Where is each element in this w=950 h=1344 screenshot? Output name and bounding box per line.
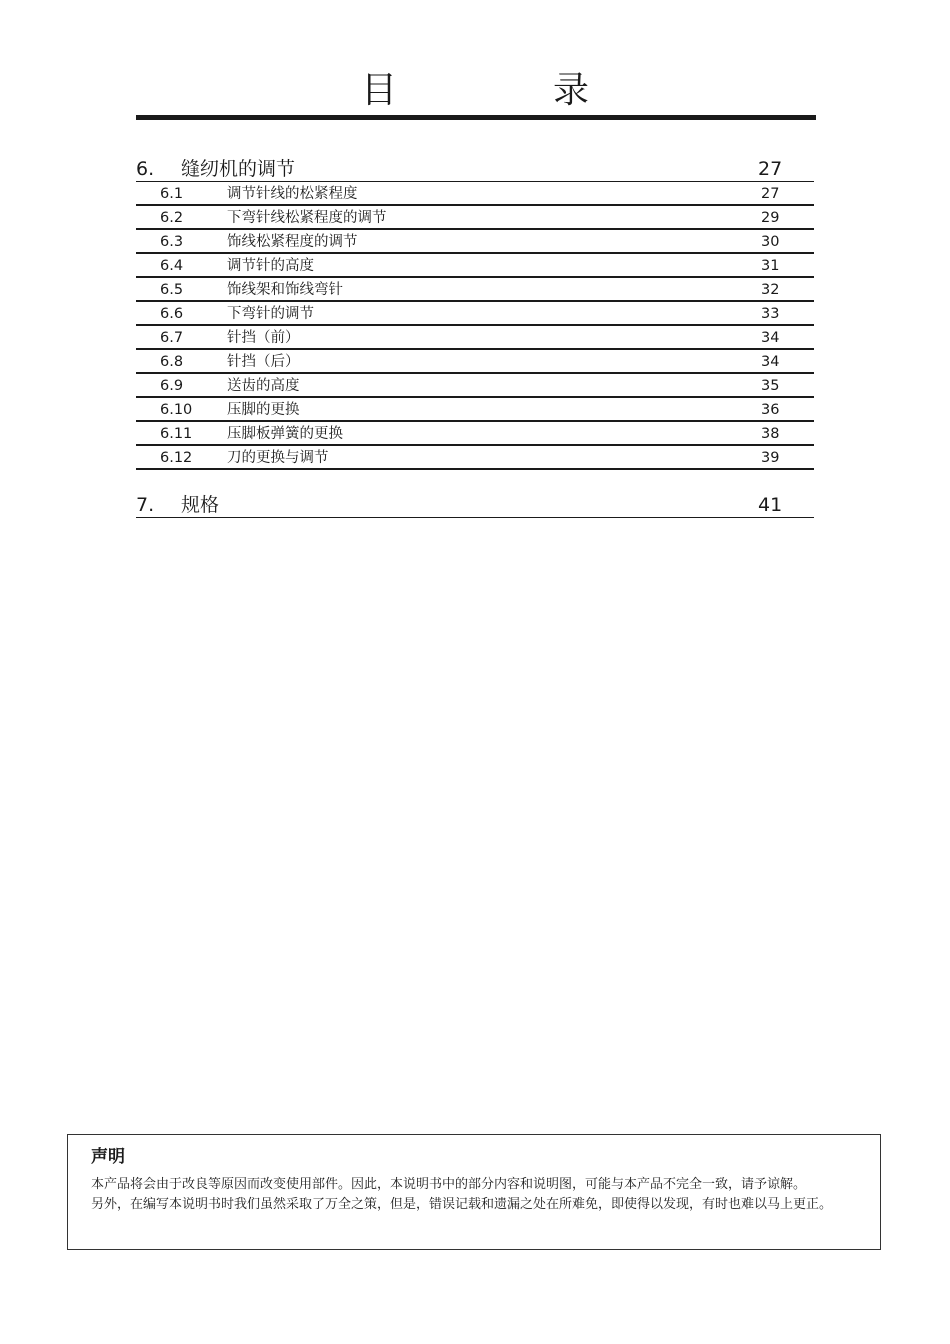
entry-title: 饰线架和饰线弯针 [227,282,343,298]
toc-section-heading[interactable] [136,493,814,518]
disclaimer-paragraph: 另外，在编写本说明书时我们虽然采取了万全之策，但是，错误记载和遗漏之处在所难免，即使得以发现，有时也难以马上更正。 [91,1197,833,1212]
section-page: 41 [758,494,783,516]
entry-title: 饰线松紧程度的调节 [227,234,358,250]
entry-title: 压脚板弹簧的更换 [227,426,343,442]
entry-number: 6.5 [160,282,184,298]
entry-page: 32 [761,282,780,298]
entry-page: 36 [761,402,780,418]
entry-title: 针挡（后） [227,354,300,370]
section-title: 缝纫机的调节 [181,158,296,180]
toc-entry[interactable] [136,398,814,422]
toc-section-heading[interactable] [136,157,814,182]
entry-page: 35 [761,378,780,394]
toc-entry[interactable] [136,230,814,254]
entry-number: 6.10 [160,402,193,418]
section-number: 7. [136,494,155,516]
entry-page: 33 [761,306,780,322]
toc-entry[interactable] [136,206,814,230]
entry-title: 下弯针线松紧程度的调节 [227,210,387,226]
disclaimer-box [67,1134,881,1250]
entry-page: 38 [761,426,780,442]
toc-section-7 [136,493,814,518]
toc-entry[interactable] [136,302,814,326]
entry-number: 6.8 [160,354,184,370]
toc-entry[interactable] [136,326,814,350]
section-page: 27 [758,158,783,180]
disclaimer-title: 声明 [91,1147,125,1167]
entry-title: 针挡（前） [227,330,300,346]
entry-title: 压脚的更换 [227,402,300,418]
toc-entry[interactable] [136,446,814,470]
entry-page: 34 [761,330,780,346]
entry-number: 6.7 [160,330,184,346]
toc-section-6 [136,157,814,470]
disclaimer-text [91,1175,863,1215]
entry-number: 6.12 [160,450,193,466]
entry-page: 31 [761,258,780,274]
toc-entry[interactable] [136,350,814,374]
entry-title: 送齿的高度 [227,378,300,394]
toc-entry[interactable] [136,254,814,278]
entry-title: 调节针的高度 [227,258,314,274]
entry-number: 6.9 [160,378,184,394]
entry-number: 6.3 [160,234,184,250]
toc-entry[interactable] [136,182,814,206]
entry-page: 29 [761,210,780,226]
toc-entry[interactable] [136,278,814,302]
entry-number: 6.6 [160,306,184,322]
title-divider [136,115,816,120]
entry-number: 6.11 [160,426,193,442]
section-title: 规格 [181,494,220,516]
entry-page: 39 [761,450,780,466]
entry-title: 下弯针的调节 [227,306,314,322]
entry-number: 6.1 [160,186,184,202]
entry-page: 30 [761,234,780,250]
page-title: 目 录 [360,70,649,111]
section-number: 6. [136,158,155,180]
toc-entry[interactable] [136,422,814,446]
disclaimer-paragraph: 本产品将会由于改良等原因而改变使用部件。因此，本说明书中的部分内容和说明图，可能与本产品不完全一致，请予谅解。 [91,1177,807,1192]
toc-entry[interactable] [136,374,814,398]
entry-number: 6.2 [160,210,184,226]
entry-number: 6.4 [160,258,184,274]
entry-page: 34 [761,354,780,370]
entry-title: 调节针线的松紧程度 [227,186,358,202]
entry-title: 刀的更换与调节 [227,450,329,466]
entry-page: 27 [761,186,780,202]
